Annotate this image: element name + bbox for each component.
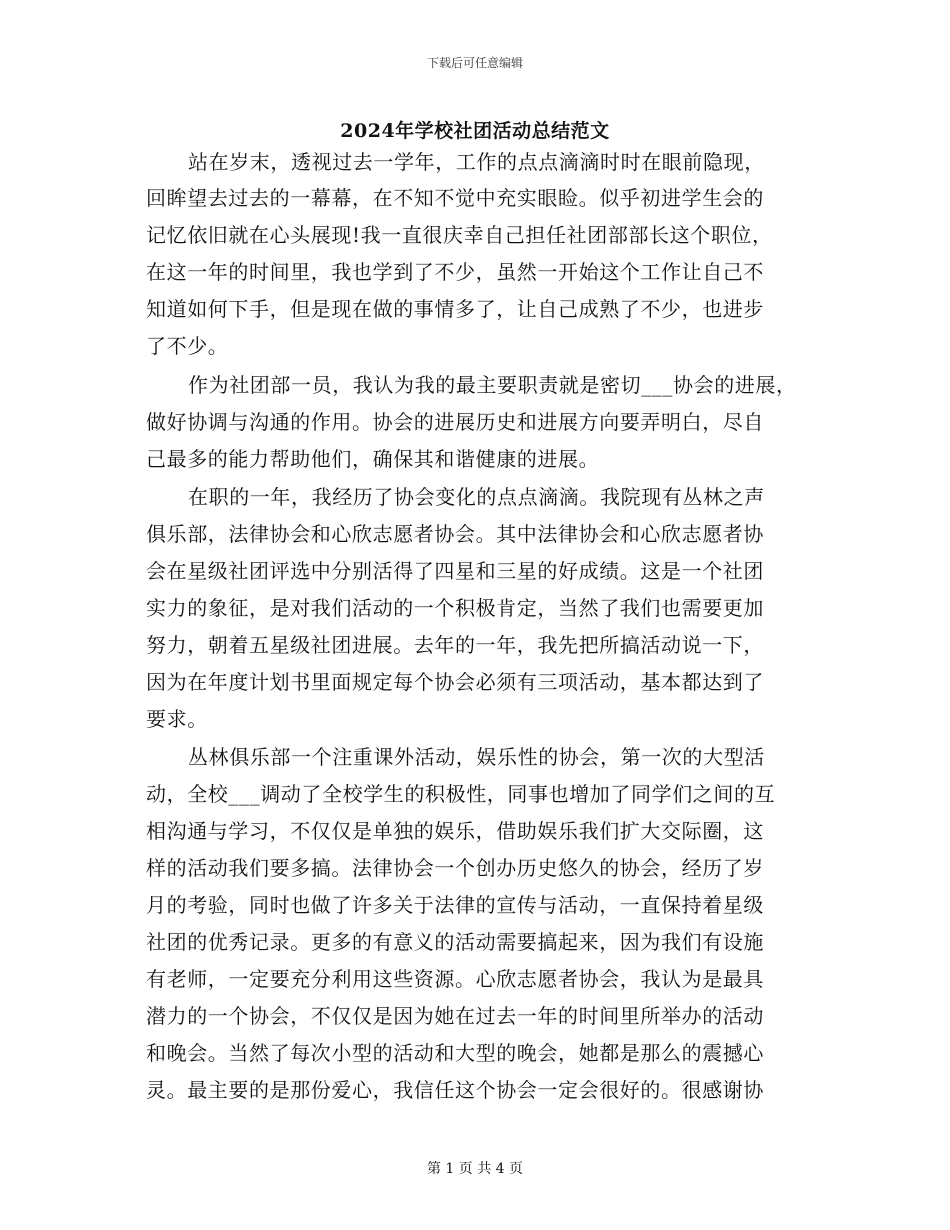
body-line: 站在岁末，透视过去一学年，工作的点点滴滴时时在眼前隐现， bbox=[188, 150, 765, 174]
body-line: 月的考验，同时也做了许多关于法律的宣传与活动，一直保持着星级 bbox=[146, 893, 764, 917]
body-line: 因为在年度计划书里面规定每个协会必须有三项活动，基本都达到了 bbox=[146, 670, 764, 694]
body-line: 和晚会。当然了每次小型的活动和大型的晚会，她都是那么的震撼心 bbox=[146, 1041, 764, 1065]
body-line: 灵。最主要的是那份爱心，我信任这个协会一定会很好的。很感谢协 bbox=[146, 1078, 764, 1102]
body-line: 动，全校___调动了全校学生的积极性，同事也增加了同学们之间的互 bbox=[146, 782, 776, 806]
body-line: 作为社团部一员，我认为我的最主要职责就是密切___协会的进展， bbox=[188, 373, 797, 397]
body-line: 潜力的一个协会，不仅仅是因为她在过去一年的时间里所举办的活动 bbox=[146, 1004, 764, 1028]
body-line: 在这一年的时间里，我也学到了不少，虽然一开始这个工作让自己不 bbox=[146, 260, 764, 284]
body-line: 社团的优秀记录。更多的有意义的活动需要搞起来，因为我们有设施 bbox=[146, 930, 764, 954]
body-line: 做好协调与沟通的作用。协会的进展历史和进展方向要弄明白，尽自 bbox=[146, 410, 764, 434]
header-note: 下载后可任意编辑 bbox=[426, 56, 523, 70]
body-line: 实力的象征，是对我们活动的一个积极肯定，当然了我们也需要更加 bbox=[146, 596, 764, 620]
body-line: 有老师，一定要充分利用这些资源。心欣志愿者协会，我认为是最具 bbox=[146, 967, 764, 991]
document-title: 2024年学校社团活动总结范文 bbox=[340, 120, 610, 142]
body-line: 努力，朝着五星级社团进展。去年的一年，我先把所搞活动说一下， bbox=[146, 633, 764, 657]
body-line: 样的活动我们要多搞。法律协会一个创办历史悠久的协会，经历了岁 bbox=[146, 856, 764, 880]
body-line: 在职的一年，我经历了协会变化的点点滴滴。我院现有丛林之声 bbox=[188, 485, 765, 509]
page-footer: 第 1 页 共 4 页 bbox=[426, 1161, 524, 1177]
body-line: 回眸望去过去的一幕幕，在不知不觉中充实眼睑。似乎初进学生会的 bbox=[146, 186, 764, 210]
body-line: 知道如何下手，但是现在做的事情多了，让自己成熟了不少，也进步 bbox=[146, 297, 764, 321]
body-line: 了不少。 bbox=[146, 334, 229, 358]
body-line: 俱乐部，法律协会和心欣志愿者协会。其中法律协会和心欣志愿者协 bbox=[146, 522, 764, 546]
body-line: 丛林俱乐部一个注重课外活动，娱乐性的协会，第一次的大型活 bbox=[188, 745, 765, 769]
body-line: 己最多的能力帮助他们，确保其和谐健康的进展。 bbox=[146, 447, 600, 471]
body-line: 相沟通与学习，不仅仅是单独的娱乐，借助娱乐我们扩大交际圈，这 bbox=[146, 819, 764, 843]
body-line: 要求。 bbox=[146, 707, 208, 731]
body-line: 记忆依旧就在心头展现!我一直很庆幸自己担任社团部部长这个职位， bbox=[146, 223, 773, 247]
body-line: 会在星级社团评选中分别活得了四星和三星的好成绩。这是一个社团 bbox=[146, 559, 764, 583]
